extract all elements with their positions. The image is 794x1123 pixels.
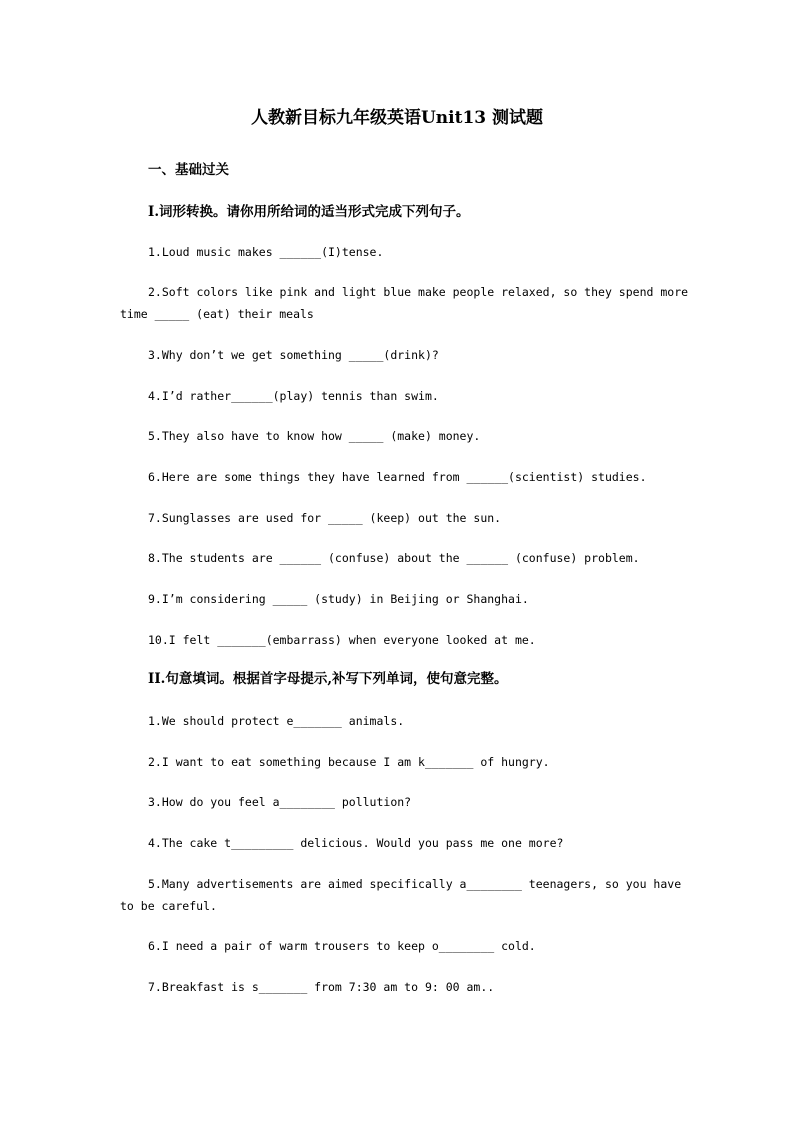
exercise-item: 9.I’m considering _____ (study) in Beijing or Shanghai. <box>148 592 529 606</box>
exercise-item: 4.The cake t_________ delicious. Would you pass me one more? <box>148 836 564 850</box>
exercise-item: 6.I need a pair of warm trousers to keep o________ cold. <box>148 939 536 953</box>
section-one-heading: I.词形转换。请你用所给词的适当形式完成下列句子。 <box>148 204 470 220</box>
exercise-item: 2.I want to eat something because I am k_______ of hungry. <box>148 755 550 769</box>
exercise-item: 8.The students are ______ (confuse) about the ______ (confuse) problem. <box>148 551 640 565</box>
document-title: 人教新目标九年级英语Unit13 测试题 <box>250 108 544 128</box>
section-two-heading: II.句意填词。根据首字母提示,补写下列单词，使句意完整。 <box>148 671 508 687</box>
part-heading: 一、基础过关 <box>148 162 229 178</box>
exercise-item: 3.Why don’t we get something _____(drink)? <box>148 348 439 362</box>
exercise-item: 7.Sunglasses are used for _____ (keep) out the sun. <box>148 511 502 525</box>
exercise-item: 7.Breakfast is s_______ from 7:30 am to 9: 00 am.. <box>148 980 495 994</box>
exercise-item: 4.I’d rather______(play) tennis than swim. <box>148 389 439 403</box>
exercise-item: 2.Soft colors like pink and light blue make people relaxed, so they spend more time _____ (eat) their meals <box>120 285 689 321</box>
exercise-item: 3.How do you feel a________ pollution? <box>148 795 412 809</box>
exercise-item: 5.Many advertisements are aimed specifically a________ teenagers, so you have to be careful. <box>120 877 682 913</box>
exercise-item: 1.We should protect e_______ animals. <box>148 714 405 728</box>
exercise-item: 5.They also have to know how _____ (make) money. <box>148 429 481 443</box>
exercise-item: 10.I felt _______(embarrass) when everyone looked at me. <box>148 633 536 647</box>
exercise-item: 1.Loud music makes ______(I)tense. <box>148 245 384 259</box>
exercise-item: 6.Here are some things they have learned from ______(scientist) studies. <box>148 470 647 484</box>
